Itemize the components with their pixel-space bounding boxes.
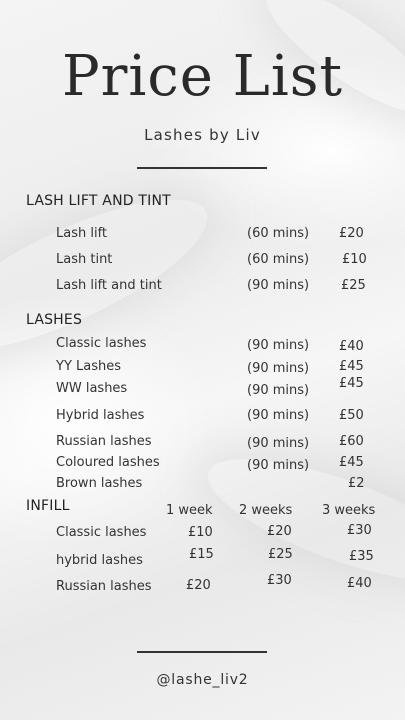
infill-price: £15	[189, 547, 214, 562]
service-duration: (90 mins)	[247, 383, 310, 398]
section-heading-infill: INFILL	[26, 498, 70, 514]
infill-price: £40	[347, 576, 372, 591]
service-price: £45	[339, 376, 364, 391]
service-name: Russian lashes	[56, 434, 152, 449]
infill-price: £10	[188, 525, 213, 540]
service-name: Brown lashes	[56, 476, 143, 491]
infill-price: £30	[347, 523, 372, 538]
service-name: Classic lashes	[56, 336, 147, 351]
service-name: Hybrid lashes	[56, 408, 145, 423]
service-duration: (90 mins)	[247, 436, 310, 451]
page-subtitle: Lashes by Liv	[144, 126, 261, 144]
service-price: £10	[342, 252, 367, 267]
column-header-1-week: 1 week	[166, 503, 213, 518]
infill-row-name: Russian lashes	[56, 579, 152, 594]
service-duration: (60 mins)	[247, 226, 310, 241]
service-name: YY Lashes	[56, 359, 122, 374]
service-price: £40	[339, 339, 364, 354]
service-name: Coloured lashes	[56, 455, 160, 470]
service-duration: (90 mins)	[247, 338, 310, 353]
service-name: Lash lift and tint	[56, 278, 162, 293]
service-price: £45	[339, 359, 364, 374]
service-duration: (60 mins)	[247, 252, 310, 267]
infill-row-name: hybrid lashes	[56, 553, 143, 568]
service-duration: (90 mins)	[247, 458, 310, 473]
infill-price: £25	[268, 547, 293, 562]
column-header-3-weeks: 3 weeks	[322, 503, 376, 518]
infill-price: £30	[267, 573, 292, 588]
infill-price: £20	[186, 578, 211, 593]
service-name: Lash tint	[56, 252, 113, 267]
bottom-divider	[137, 651, 267, 653]
section-heading-lashes: LASHES	[26, 312, 83, 328]
service-price: £60	[339, 434, 364, 449]
service-price: £2	[348, 476, 365, 491]
service-name: WW lashes	[56, 381, 128, 396]
infill-price: £35	[349, 549, 374, 564]
top-divider	[137, 167, 267, 169]
service-duration: (90 mins)	[247, 278, 310, 293]
service-duration: (90 mins)	[247, 361, 310, 376]
service-price: £45	[339, 455, 364, 470]
service-name: Lash lift	[56, 226, 108, 241]
page-title: Price List	[61, 44, 343, 109]
social-handle: @lashe_liv2	[156, 672, 249, 688]
infill-price: £20	[267, 524, 292, 539]
section-heading-lash-lift: LASH LIFT AND TINT	[26, 193, 171, 209]
service-price: £25	[341, 278, 366, 293]
column-header-2-weeks: 2 weeks	[239, 503, 293, 518]
service-price: £20	[339, 226, 364, 241]
infill-row-name: Classic lashes	[56, 525, 147, 540]
service-duration: (90 mins)	[247, 408, 310, 423]
service-price: £50	[339, 408, 364, 423]
